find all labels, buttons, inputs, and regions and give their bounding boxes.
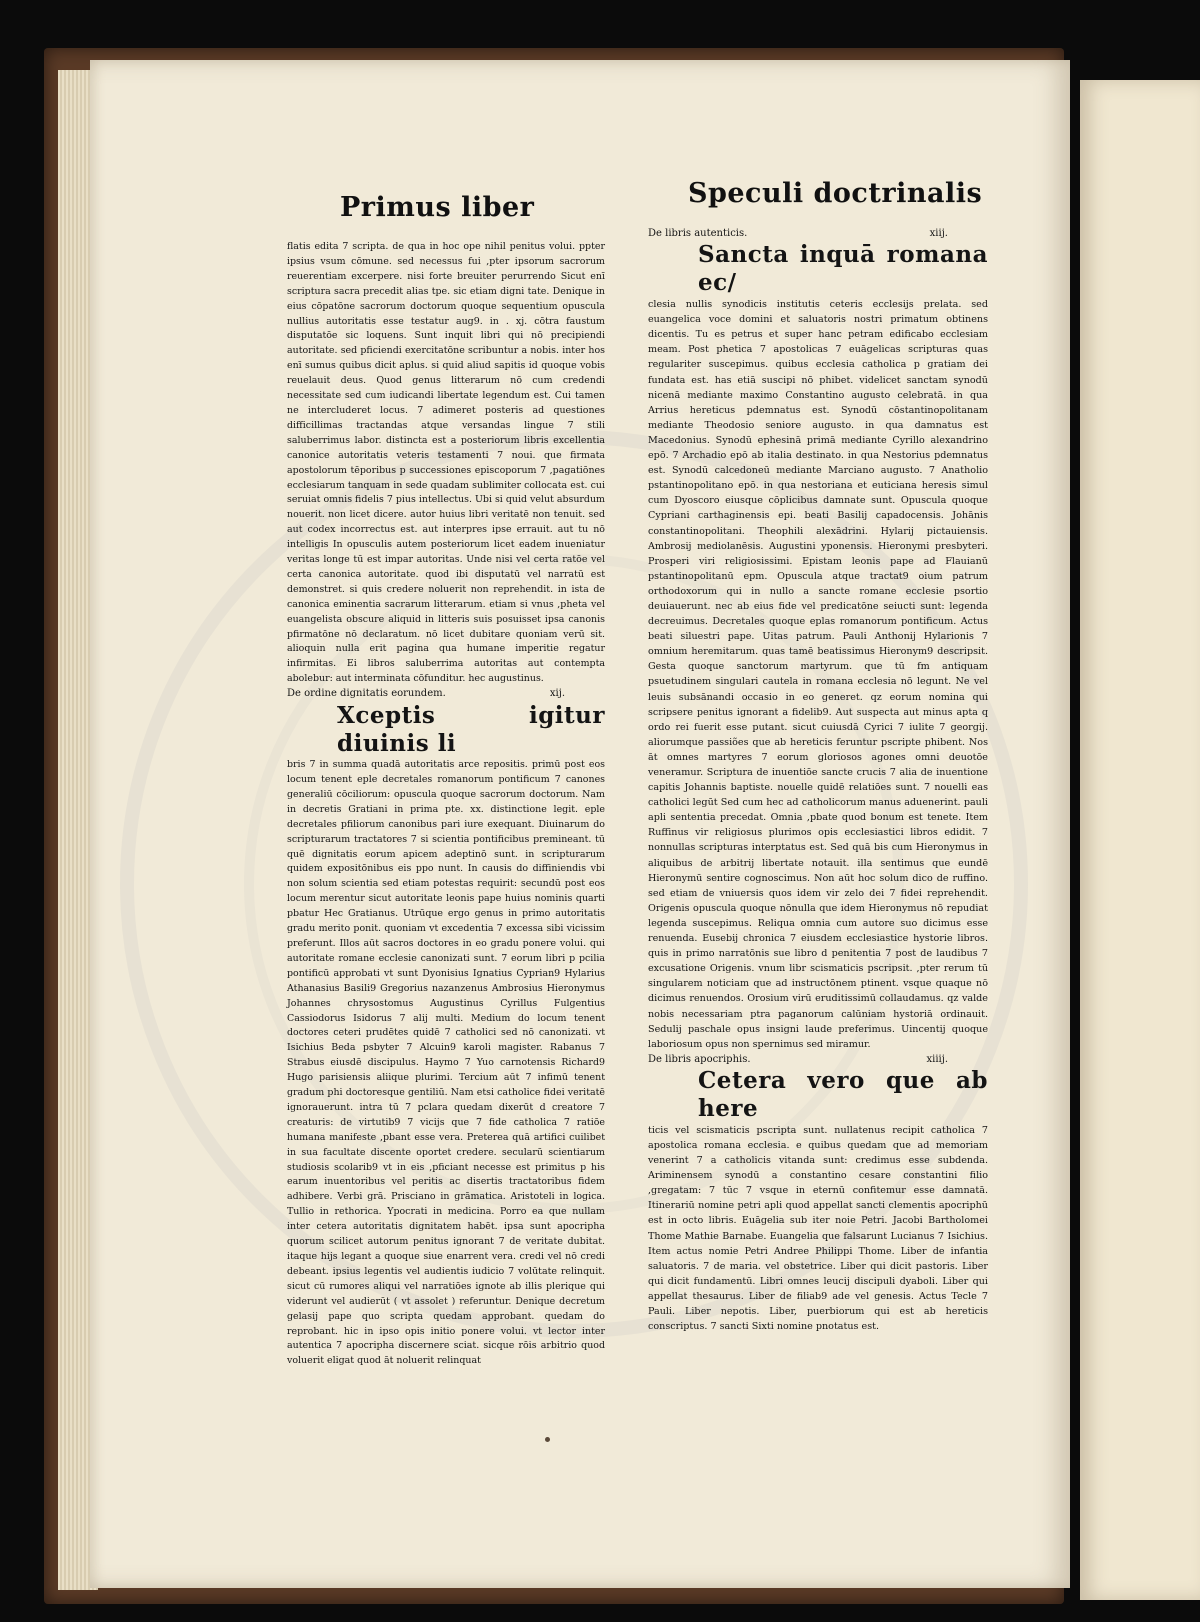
incipit-heading: Xceptis igitur diuinis li — [337, 702, 605, 758]
chapter-rubric — [648, 226, 988, 241]
running-head-left: Primus liber — [340, 192, 535, 223]
rubric-title: De libris autenticis. — [648, 228, 748, 239]
rubric-title: De ordine dignitatis eorundem. — [287, 688, 446, 700]
paragraph: ticis vel scismaticis pscripta sunt. nullatenus recipit catholica 7 apostolica romana ecclesia. e quibus quedam que ad memoriam venerint 7 a catholicis vitanda sunt: credimus esse subdenda. Ariminensem synodū a constantino cesare constantini filio ,gregatam: 7 tūc 7 vsque in eternū confitemur esse damnatā. Itinerariū nomine petri apli quod appellat sancti clementis apocriphū est in octo libris. Euāgelia sub iter noie Petri. Jacobi Bartholomei Thome Mathie Barnabe. Euangelia que falsarunt Lucianus 7 Isichius. Item actus nomie Petri Andree Philippi Thome. Liber de infantia saluatoris. 7 de maria. vel obstetrice. Liber qui dicit pastoris. Liber qui dicit fundamentū. Libri omnes leucij discipuli dyaboli. Liber qui appellat thesaurus. Liber de filiab9 ade vel genesis. Actus Tecle 7 Pauli. Liber nepotis. Liber, puerbiorum qui est ab hereticis conscriptus. 7 sancti Sixti nomine pnotatus est. — [648, 1124, 988, 1333]
paragraph: flatis edita 7 scripta. de qua in hoc ope nihil penitus volui. ppter ipsius vsum cōmune. sed necessus fui ,pter ipsorum sacrorum reuerentiam excerpere. nisi forte breuiter perurrendo Sicut enī scriptura sacra precedit alias tpe. sic etiam digni tate. Denique in eius cōpatōne sacrorum doctorum quoque sequentium opuscula nullius autoritatis esse testatur aug9. in . xj. cōtra faustum disputatōe sic loquens. Sunt inquit libri qui nō precipiendi autoritate. sed pficiendi exercitatōne scribuntur a nobis. inter hos enī sumus quibus dicit aplus. si quid aliud sapitis id quoque vobis reuelauit deus. Quod genus litterarum nō cum credendi necessitate sed cum iudicandi libertate legendum est. Cui tamen ne intercluderet locus. 7 adimeret posteris ad questiones difficillimas tractandas atque versandas lingue 7 stili saluberrimus labor. distincta est a posteriorum libris excellentia canonice autoritatis veteris testamenti 7 noui. que firmata apostolorum tēporibus p successiones episcoporum 7 ,pagatiōnes ecclesiarum tanquam in sede quadam sublimiter collocata est. cui seruiat omnis fidelis 7 pius intellectus. Ubi si quid velut absurdum nouerit. non licet dicere. autor huius libri veritatē non tenuit. sed aut codex incorrectus est. aut interpres ipse errauit. aut tu nō intelligis In opusculis autem posteriorum licet eadem inueniatur veritas longe tū est impar autoritas. Unde nisi vel certa ratōe vel certa canonica autoritate. quod ibi disputatū vel narratū est demonstret. si quis credere noluerit non reprehendit. in ista de canonica eminentia sacrarum litterarum. etiam si vnus ,pheta vel euangelista obscure aliquid in litteris suis posuisset ipsa canonis pfirmatōne nō declaratum. nō licet dubitare quoniam verū sit. alioquin nulla erit pagina qua humane imperitie regatur infirmitas. Ei libros saluberrima autoritas aut contempta abolebur: aut interminata cōfunditur. hec augustinus. — [287, 241, 605, 685]
chapter-rubric — [287, 687, 605, 702]
incipit-heading: Sancta inquā romana ec/ — [698, 241, 988, 297]
chapter-rubric — [648, 1052, 988, 1067]
running-head-right: Speculi doctrinalis — [688, 178, 983, 209]
paragraph: clesia nullis synodicis institutis ceteris ecclesijs prelata. sed euangelica voce domini et saluatoris nostri primatum obtinens dicentis. Tu es petrus et super hanc petram edificabo ecclesiam meam. Post phetica 7 apostolicas 7 euāgelicas scripturas quas regulariter suscepimus. quibus ecclesia catholica p gratiam dei fundata est. has etiā suscipi nō phibet. videlicet sanctam synodū nicenā mediante maximo Constantino augusto celebratā. in qua Arrius hereticus pdemnatus est. Synodū cōstantinopolitanam mediante Theodosio seniore augusto. in qua damnatus est Macedonius. Synodū ephesinā primā mediante Cyrillo alexandrino epō. 7 Archadio epō ab italia destinato. in qua Nestorius pdemnatus est. Synodū calcedoneū mediante Marciano augusto. 7 Anatholio pstantinopolitano epō. in qua nestoriana et euticiana heresis simul cum Dyoscoro eiusque cōplicibus damnate sunt. Opuscula quoque Cypriani carthaginensis epi. beati Basilij capadocensis. Johānis constantinopolitani. Theophili alexādrini. Hylarij pictauiensis. Ambrosij mediolanēsis. Augustini yponensis. Hieronymi presbyteri. Prosperi viri religiosissimi. Epistam leonis pape ad Flauianū pstantinopolitanū epm. Opuscula atque tractat9 oium patrum orthodoxorum qui in nullo a sancte romane ecclesie psortio deuiauerunt. nec ab eius fide vel predicatōne seiucti sunt: legenda decreuimus. Decretales quoque eplas romanorum pontificum. Actus beati siluestri pape. Uitas patrum. Pauli Anthonij Hylarionis 7 omnium heremitarum. quas tamē beatissimus Hieronym9 descripsit. Gesta quoque sanctorum martyrum. que tū fm antiquam psuetudinem singulari cautela in romana ecclesia nō legunt. Ne vel leuis subsānandi occasio in eo generet. qz eorum nomina qui scripsere penitus ignorant a fidelib9. Aut suspecta aut minus apta q ordo rei fuerit esse putant. sicut cuiusdā Cyrici 7 iulite 7 georgij. aliorumque passiões que ab hereticis feruntur pscripte phibent. Nos āt omnes martyres 7 eorum gloriosos agones omni deuotōe veneramur. Scriptura de inuentiōe sancte crucis 7 alia de inuentione capitis Johannis baptiste. nouelle quidē relatiōes sunt. 7 nouelli eas catholici legūt Sed cum hec ad catholicorum manus aduenerint. pauli apli sententia precedat. Omnia ,pbate quod bonum est tenete. Item Ruffinus vir religiosus plurimos opis ecclesiastici libros edidit. 7 nonnullas scripturas interptatus est. Sed quā bis cum Hieronymus in aliquibus de arbitrij libertate notauit. illa sentimus que eundē Hieronymū sentire cognoscimus. Non aūt hoc solum dico de ruffino. sed etiam de vniuersis quos idem vir zelo dei 7 fidei reprehendit. Origenis opuscula quoque nōnulla que idem Hieronymus nō repudiat legenda suscepimus. Reliqua omnia cum autore suo dicimus esse renuenda. Eusebij chronica 7 eiusdem ecclesiastice hystorie libros. quis in primo narratōnis sue libro d penitentia 7 post de laudibus 7 excusatione Origenis. vnum libr scismaticis pscripsit. ,pter rerum tū singularem noticiam que ad instructōnem ptinent. vsque quaque nō dicimus renuendos. Orosium virū eruditissimū collaudamus. qz valde nobis necessariam ptra paganorum calūniam hystoriā ordinauit. Sedulij paschale opus insigni laude preferimus. Uincentij quoque laboriosum opus non spernimus sed miramur. — [648, 299, 988, 1050]
paragraph: bris 7 in summa quadā autoritatis arce repositis. primū post eos locum tenent eple decretales romanorum pontificum 7 canones generaliū cōciliorum: opuscula quoque sacrorum doctorum. Nam in decretis Gratiani in prima pte. xx. distinctione legit. eple decretales pfiliorum canonibus pari iure exequant. Diuinarum do scripturarum tractatores 7 si scientia pontificibus premineant. tū quē dignitatis eorum apicem adeptinō sunt. in scripturarum quidem expositōnibus eis ppo nunt. In causis do diffiniendis vbi non solum scientia sed etiam potestas requirit: secundū post eos locum merentur sicut autoritate leonis pape huius nominis quarti pbatur Hec Gratianus. Utrūque ergo genus in primo autoritatis gradu merito ponit. quoniam vt excedentia 7 excessa sibi vicissim preferunt. Illos aūt sacros doctores in eo gradu ponere volui. qui autoritate romane ecclesie canonizati sunt. 7 eorum libri p pcilia pontificū approbati vt sunt Dyonisius Ignatius Cyprian9 Hylarius Athanasius Basili9 Gregorius nazanzenus Ambrosius Hieronymus Johannes chrysostomus Augustinus Cyrillus Fulgentius Cassiodorus Isidorus 7 alij multi. Medium do locum tenent doctores ceteri prudētes quidē 7 catholici sed nō canonizati. vt Isichius Beda psbyter 7 Alcuin9 karoli magister. Rabanus 7 Strabus eiusdē discipulus. Haymo 7 Yuo carnotensis Richard9 Hugo parisiensis aliique plurimi. Tercium aūt 7 infimū tenent gradum phi doctoresque gentiliū. Nam etsi catholice fidei veritatē ignorauerunt. intra tū 7 pclara quedam dixerūt d creatore 7 creaturis: de virtutib9 7 vicijs que 7 fide catholica 7 ratiōe humana manifeste ,pbant esse vera. Preterea quā artifici cuilibet in sua facultate discente oportet credere. secularū scientiarum studiosis scolarib9 vt in eis ,pficiant necesse est primitus p his earum inuentoribus vel peritis ac disertis tractatoribus fidem adhibere. Verbi grā. Prisciano in grāmatica. Aristoteli in logica. Tullio in rethorica. Ypocrati in medicina. Porro ea que nullam inter cetera autoritatis dignitatem habēt. ipsa sunt apocripha quorum scilicet autorum penitus ignorant 7 de veritate dubitat. itaque hijs legant a quoque siue enarrent vera. credi vel nō credi debeant. ipsius legentis vel audientis iudicio 7 volūtate relinquit. sicut cū rumores aliqui vel narratiōes ignote ab illis plerique qui viderunt vel audierūt ( vt assolet ) referuntur. Denique decretum gelasij pape quo scripta quedam approbant. quedam do reprobant. hic in ipso opis initio ponere volui. vt lector inter autentica 7 apocripha discernere sciat. sicque rōis arbitrio quod voluerit eligat quod āt noluerit relinquat — [287, 759, 605, 1367]
chapter-number: xij. — [549, 688, 565, 700]
chapter-number: xiiij. — [926, 1053, 948, 1065]
incipit-heading: Cetera vero que ab here — [698, 1066, 988, 1122]
left-text-column — [287, 240, 605, 1369]
facing-page — [1080, 80, 1200, 1600]
ink-dot — [545, 1437, 550, 1442]
chapter-number: xiij. — [929, 228, 948, 239]
rubric-title: De libris apocriphis. — [648, 1053, 751, 1065]
right-text-column — [648, 226, 988, 1334]
